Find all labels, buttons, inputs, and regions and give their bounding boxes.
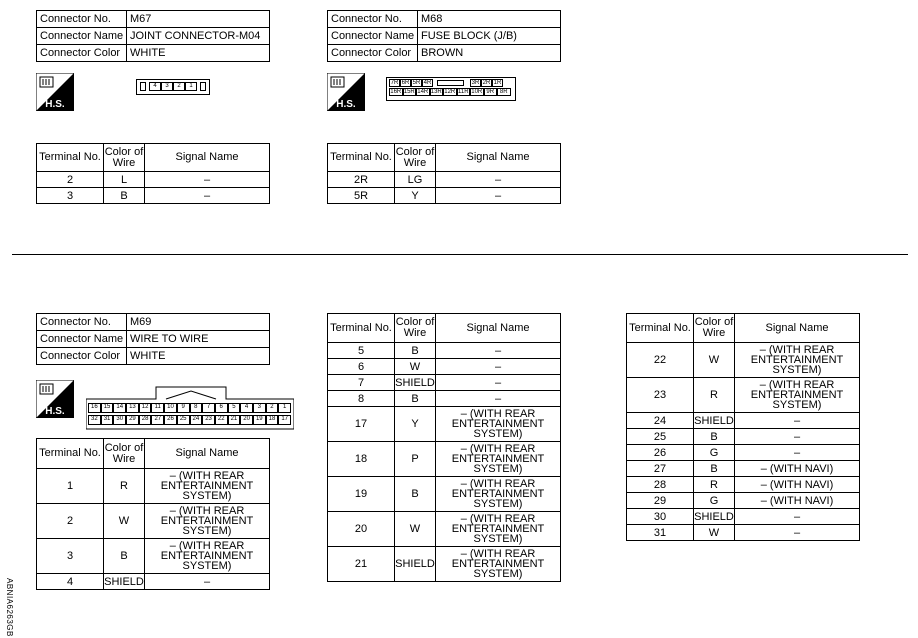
header-terminal: Terminal No.	[627, 314, 694, 343]
signal-name: –	[145, 188, 270, 204]
terminal-no: 4	[37, 574, 104, 590]
wire-color: SHIELD	[694, 414, 734, 427]
signal-name: – (WITH REAR ENTERTAINMENT SYSTEM)	[145, 504, 270, 539]
connector-name-label: Connector Name	[37, 331, 127, 348]
terminal-no: 8	[328, 391, 395, 407]
wire-color: B	[395, 477, 436, 512]
signal-name: –	[436, 391, 561, 407]
wire-color: W	[104, 504, 145, 539]
terminal-no: 1	[37, 469, 104, 504]
signal-name: –	[436, 359, 561, 375]
hs-label: H.S.	[45, 406, 65, 417]
pin: 28	[139, 415, 152, 425]
pin-row-top-m68	[389, 79, 503, 87]
connector-name-value: FUSE BLOCK (J/B)	[418, 28, 561, 45]
signal-name: –	[735, 509, 860, 525]
signal-name: – (WITH REAR ENTERTAINMENT SYSTEM)	[145, 539, 270, 574]
wire-color: B	[104, 188, 145, 204]
terminal-table-m69-c	[626, 313, 860, 541]
signal-name: – (WITH REAR ENTERTAINMENT SYSTEM)	[436, 547, 561, 582]
terminal-no: 5	[328, 343, 395, 359]
wire-color: SHIELD	[694, 510, 734, 523]
wire-color: B	[104, 539, 145, 574]
pin: 32	[88, 415, 101, 425]
terminal-table-m68	[327, 143, 561, 204]
pin: 31	[101, 415, 114, 425]
connector-color-value: WHITE	[127, 45, 270, 62]
connector-color-value: WHITE	[127, 348, 270, 365]
wire-color: B	[395, 343, 436, 359]
terminal-no: 29	[627, 493, 694, 509]
pin: 6	[215, 403, 228, 413]
pin: 17	[278, 415, 291, 425]
document-code: ABNIA6263GB	[5, 578, 14, 637]
header-signal: Signal Name	[436, 314, 561, 343]
hs-label: H.S.	[336, 99, 356, 110]
header-signal: Signal Name	[436, 144, 561, 172]
latch-icon	[200, 82, 206, 91]
pin: 4R	[423, 80, 432, 86]
terminal-no: 20	[328, 512, 395, 547]
header-signal: Signal Name	[735, 314, 860, 343]
pin: 8	[190, 403, 203, 413]
pin: 8R	[497, 88, 511, 96]
wire-color: Y	[395, 407, 436, 442]
wire-color: B	[694, 429, 735, 445]
pin: 18	[266, 415, 279, 425]
signal-name: – (WITH REAR ENTERTAINMENT SYSTEM)	[735, 378, 860, 413]
connector-no-label: Connector No.	[328, 11, 418, 28]
wire-color: LG	[395, 172, 436, 188]
connector-info-m69	[36, 313, 270, 365]
pin: 5	[228, 403, 241, 413]
signal-name: – (WITH NAVI)	[735, 461, 860, 477]
terminal-no: 5R	[328, 188, 395, 204]
terminal-no: 22	[627, 343, 694, 378]
terminal-no: 2	[37, 504, 104, 539]
pin-row-bottom-m69	[88, 415, 291, 425]
harness-side-icon	[327, 73, 365, 111]
header-terminal: Terminal No.	[37, 144, 104, 172]
signal-name: –	[735, 413, 860, 429]
header-color: Color of Wire	[104, 439, 145, 469]
terminal-no: 6	[328, 359, 395, 375]
pin: 4	[240, 403, 253, 413]
signal-name: –	[735, 445, 860, 461]
pin: 14R	[417, 89, 429, 95]
header-color: Color of Wire	[694, 314, 735, 343]
terminal-no: 31	[627, 525, 694, 541]
terminal-no: 30	[627, 509, 694, 525]
pin: 4	[149, 82, 161, 91]
connector-color-label: Connector Color	[37, 348, 127, 365]
pin: 3	[253, 403, 266, 413]
terminal-no: 17	[328, 407, 395, 442]
terminal-no: 19	[328, 477, 395, 512]
signal-name: – (WITH REAR ENTERTAINMENT SYSTEM)	[436, 477, 561, 512]
pin: 7R	[390, 80, 399, 86]
signal-name: – (WITH REAR ENTERTAINMENT SYSTEM)	[735, 343, 860, 378]
key-slot	[437, 80, 464, 86]
pin: 15R	[403, 89, 415, 95]
wire-color: R	[104, 469, 145, 504]
terminal-no: 25	[627, 429, 694, 445]
pin: 3R	[471, 80, 480, 86]
pin: 11	[151, 403, 164, 413]
pin: 23	[202, 415, 215, 425]
signal-name: –	[436, 188, 561, 204]
pin: 1	[185, 82, 197, 91]
terminal-no: 24	[627, 413, 694, 429]
connector-info-m67	[36, 10, 270, 62]
wire-color: SHIELD	[104, 575, 144, 588]
signal-name: –	[735, 525, 860, 541]
header-signal: Signal Name	[145, 439, 270, 469]
connector-color-value: BROWN	[418, 45, 561, 62]
terminal-no: 18	[328, 442, 395, 477]
terminal-no: 2	[37, 172, 104, 188]
wire-color: SHIELD	[395, 547, 436, 582]
pin-row-top-m69	[88, 403, 291, 413]
pin: 11R	[457, 89, 469, 95]
connector-no-label: Connector No.	[37, 314, 127, 331]
terminal-no: 28	[627, 477, 694, 493]
harness-side-icon	[36, 73, 74, 111]
signal-name: –	[735, 429, 860, 445]
terminal-no: 3	[37, 539, 104, 574]
header-color: Color of Wire	[395, 314, 436, 343]
header-color: Color of Wire	[395, 144, 436, 172]
pin: 3	[161, 82, 173, 91]
pin-row-bottom-m68	[389, 88, 511, 96]
signal-name: –	[436, 375, 561, 391]
pin: 7	[202, 403, 215, 413]
connector-name-value: WIRE TO WIRE	[127, 331, 270, 348]
signal-name: – (WITH NAVI)	[735, 477, 860, 493]
connector-name-label: Connector Name	[328, 28, 418, 45]
pin: 30	[113, 415, 126, 425]
connector-no-label: Connector No.	[37, 11, 127, 28]
pin: 19	[253, 415, 266, 425]
pin: 9R	[484, 88, 498, 96]
signal-name: – (WITH REAR ENTERTAINMENT SYSTEM)	[436, 442, 561, 477]
pin: 24	[190, 415, 203, 425]
pin: 14	[113, 403, 126, 413]
connector-info-m68	[327, 10, 561, 62]
wire-color: W	[694, 343, 735, 378]
wire-color: SHIELD	[395, 376, 435, 389]
terminal-table-m67	[36, 143, 270, 204]
signal-name: – (WITH REAR ENTERTAINMENT SYSTEM)	[145, 469, 270, 504]
pin: 16R	[390, 89, 402, 95]
pin: 16	[88, 403, 101, 413]
pin: 20	[240, 415, 253, 425]
wire-color: L	[104, 172, 145, 188]
terminal-no: 3	[37, 188, 104, 204]
signal-name: –	[145, 172, 270, 188]
wire-color: Y	[395, 188, 436, 204]
pin: 10	[164, 403, 177, 413]
terminal-no: 27	[627, 461, 694, 477]
terminal-no: 23	[627, 378, 694, 413]
wire-color: W	[395, 359, 436, 375]
wire-color: W	[395, 512, 436, 547]
pin: 10R	[471, 89, 483, 95]
pin: 2R	[482, 80, 491, 86]
wire-color: B	[694, 461, 735, 477]
harness-side-icon	[36, 380, 74, 418]
terminal-no: 26	[627, 445, 694, 461]
wire-color: R	[694, 378, 735, 413]
pin: 13	[126, 403, 139, 413]
header-color: Color of Wire	[104, 144, 145, 172]
pin: 5R	[412, 80, 421, 86]
pin: 1	[278, 403, 291, 413]
pin: 12	[139, 403, 152, 413]
terminal-no: 7	[328, 375, 395, 391]
wire-color: R	[694, 477, 735, 493]
pin: 21	[228, 415, 241, 425]
terminal-no: 2R	[328, 172, 395, 188]
pin: 13R	[430, 89, 442, 95]
header-signal: Signal Name	[145, 144, 270, 172]
connector-no-value: M67	[127, 11, 270, 28]
connector-name-value: JOINT CONNECTOR-M04	[127, 28, 270, 45]
latch-icon	[140, 82, 146, 91]
terminal-no: 21	[328, 547, 395, 582]
connector-no-value: M68	[418, 11, 561, 28]
signal-name: –	[436, 343, 561, 359]
pin-row-m67	[140, 82, 206, 91]
header-terminal: Terminal No.	[328, 314, 395, 343]
wire-color: W	[694, 525, 735, 541]
connector-name-label: Connector Name	[37, 28, 127, 45]
pin: 25	[177, 415, 190, 425]
pin: 2	[173, 82, 185, 91]
terminal-table-m69-a	[36, 438, 270, 590]
pin: 29	[126, 415, 139, 425]
wire-color: P	[395, 442, 436, 477]
connector-color-label: Connector Color	[328, 45, 418, 62]
pin: 2	[266, 403, 279, 413]
terminal-table-m69-b	[327, 313, 561, 582]
wire-color: G	[694, 493, 735, 509]
header-terminal: Terminal No.	[37, 439, 104, 469]
hs-label: H.S.	[45, 99, 65, 110]
pin: 1R	[493, 80, 502, 86]
wire-color: B	[395, 391, 436, 407]
wire-color: G	[694, 445, 735, 461]
signal-name: –	[436, 172, 561, 188]
pin: 27	[151, 415, 164, 425]
signal-name: – (WITH REAR ENTERTAINMENT SYSTEM)	[436, 512, 561, 547]
signal-name: – (WITH NAVI)	[735, 493, 860, 509]
pin: 9	[177, 403, 190, 413]
connector-no-value: M69	[127, 314, 270, 331]
pin: 22	[215, 415, 228, 425]
section-divider	[12, 254, 908, 255]
pin: 12R	[444, 89, 456, 95]
signal-name: –	[145, 574, 270, 590]
pin: 6R	[401, 80, 410, 86]
pin: 26	[164, 415, 177, 425]
pin: 15	[101, 403, 114, 413]
connector-color-label: Connector Color	[37, 45, 127, 62]
header-terminal: Terminal No.	[328, 144, 395, 172]
signal-name: – (WITH REAR ENTERTAINMENT SYSTEM)	[436, 407, 561, 442]
